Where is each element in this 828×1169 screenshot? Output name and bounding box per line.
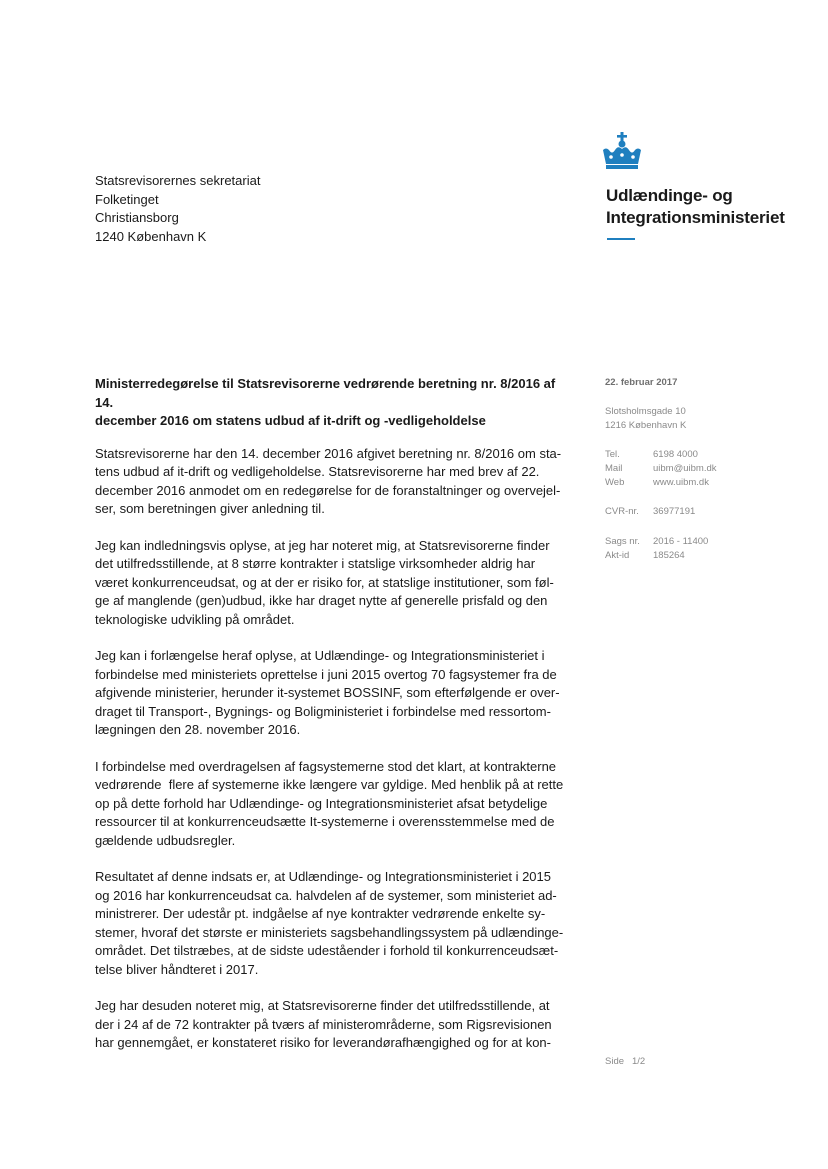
tel-value: 6198 4000 [653, 449, 698, 460]
ministry-name [606, 185, 785, 229]
paragraph-line: ressourcer til at konkurrenceudsætte It-systemerne i overensstemmelse med de [95, 814, 555, 829]
sags-row [605, 535, 708, 549]
recipient-line: Christiansborg [95, 210, 179, 225]
paragraph-line: teknologiske udvikling på området. [95, 611, 295, 627]
web-value[interactable]: www.uibm.dk [653, 477, 709, 488]
sags-value: 2016 - 11400 [653, 536, 709, 547]
paragraph-line: det utilfredsstillende, at 8 større kontrakter i statslige virksomheder aldrig har [95, 556, 536, 571]
cvr-value: 36977191 [653, 506, 696, 517]
paragraph-line: Resultatet af denne indsats er, at Udlændinge- og Integrationsministeriet i 2015 [95, 869, 551, 884]
paragraph-line: og 2016 har konkurrenceudsat ca. halvdelen af de systemer, som ministeriet ad- [95, 887, 557, 903]
paragraph-line: afgivende ministerier, herunder it-systemet BOSSINF, som efterfølgende er over- [95, 685, 560, 700]
recipient-line: 1240 København K [95, 228, 207, 244]
paragraph-line: lægningen den 28. november 2016. [95, 722, 301, 737]
subject-line: december 2016 om statens udbud af it-drift og -vedligeholdelse [95, 413, 486, 428]
city-text: 1216 København K [605, 420, 687, 431]
paragraph-line: ge af manglende (gen)udbud, ikke har draget nytte af generelle prisfald og den [95, 593, 548, 608]
mail-row [605, 462, 717, 476]
recipient-address [95, 172, 260, 246]
paragraph-line: Jeg kan indledningsvis oplyse, at jeg har noteret mig, at Statsrevisorerne finder [95, 537, 550, 553]
paragraph-line: telse bliver håndteret i 2017. [95, 961, 259, 977]
akt-value: 185264 [653, 550, 685, 561]
paragraph-line: gældende udbudsregler. [95, 832, 236, 848]
letter-subject [95, 375, 575, 431]
paragraphs [95, 445, 575, 1053]
paragraph-line: december 2016 anmodet om en redegørelse for de foranstaltninger og overvejel- [95, 482, 561, 498]
letter-body [95, 375, 575, 1071]
paragraph-line: området. Det tilstræbes, at de sidste udeståender i forhold til konkurrenceudsæt- [95, 943, 559, 958]
paragraph-line: Jeg har desuden noteret mig, at Statsrevisorerne finder det utilfredsstillende, at [95, 998, 550, 1013]
crown-icon [600, 130, 644, 174]
paragraph-line: har gennemgået, er konstateret risiko for leverandørafhængighed og for at kon- [95, 1035, 551, 1050]
mail-label: Mail [605, 463, 623, 474]
paragraph-line: været konkurrenceudsat, og at der er risiko for, at statslige institutioner, som føl- [95, 574, 554, 590]
paragraph-line: op på dette forhold har Udlændinge- og Integrationsministeriet afsat betydelige [95, 795, 548, 811]
akt-row [605, 549, 708, 563]
ministry-name-line: Udlændinge- og [606, 186, 733, 205]
paragraph-line: Statsrevisorerne har den 14. december 2016 afgivet beretning nr. 8/2016 om sta- [95, 445, 562, 461]
accent-divider [607, 238, 635, 240]
recipient-line: Statsrevisorernes sekretariat [95, 173, 261, 188]
contact-block [605, 448, 717, 490]
recipient-line: Folketinget [95, 191, 159, 207]
body-paragraph [95, 537, 575, 630]
mail-value[interactable]: uibm@uibm.dk [653, 463, 717, 474]
cvr-block [605, 505, 695, 519]
body-paragraph [95, 997, 575, 1053]
paragraph-line: vedrørende flere af systemerne ikke længere var gyldige. Med henblik på at rette [95, 777, 564, 792]
sags-label: Sags nr. [605, 536, 640, 547]
web-row [605, 476, 717, 490]
body-paragraph [95, 868, 575, 979]
paragraph-line: draget til Transport-, Bygnings- og Boligministeriet i forbindelse med ressortom- [95, 703, 551, 719]
sender-address [605, 405, 686, 433]
akt-label: Akt-id [605, 550, 630, 561]
tel-row [605, 448, 717, 462]
cvr-label: CVR-nr. [605, 506, 639, 517]
paragraph-line: tens udbud af it-drift og vedligeholdelse. Statsrevisorerne har med brev af 22. [95, 464, 540, 479]
date-text: 22. februar 2017 [605, 377, 678, 388]
web-label: Web [605, 477, 625, 488]
page-number: 1/2 [631, 1056, 646, 1067]
subject-line: Ministerredegørelse til Statsrevisorerne vedrørende beretning nr. 8/2016 af 14. [95, 376, 556, 410]
tel-label: Tel. [605, 449, 620, 460]
paragraph-line: forbindelse med ministeriets oprettelse i juni 2015 overtog 70 fagsystemer fra de [95, 666, 557, 682]
paragraph-line: der i 24 af de 72 kontrakter på tværs af ministerområderne, som Rigsrevisionen [95, 1016, 552, 1032]
cvr-row [605, 505, 695, 519]
paragraph-line: ministrerer. Der udestår pt. indgåelse af nye kontrakter vedrørende enkelte sy- [95, 906, 546, 921]
paragraph-line: I forbindelse med overdragelsen af fagsystemerne stod det klart, at kontrakterne [95, 758, 557, 774]
street-text: Slotsholmsgade 10 [605, 406, 686, 417]
body-paragraph [95, 647, 575, 740]
page-label: Side [605, 1056, 625, 1067]
letter-date [605, 376, 677, 390]
page-footer [605, 1056, 645, 1067]
body-paragraph [95, 758, 575, 851]
ministry-name-line: Integrationsministeriet [606, 208, 785, 227]
paragraph-line: ser, som beretningen giver anledning til. [95, 501, 325, 516]
case-block [605, 535, 708, 563]
paragraph-line: Jeg kan i forlængelse heraf oplyse, at Udlændinge- og Integrationsministeriet i [95, 648, 545, 663]
paragraph-line: stemer, hvoraf det største er ministeriets sagsbehandlingssystem på udlændinge- [95, 924, 564, 940]
body-paragraph [95, 445, 575, 519]
